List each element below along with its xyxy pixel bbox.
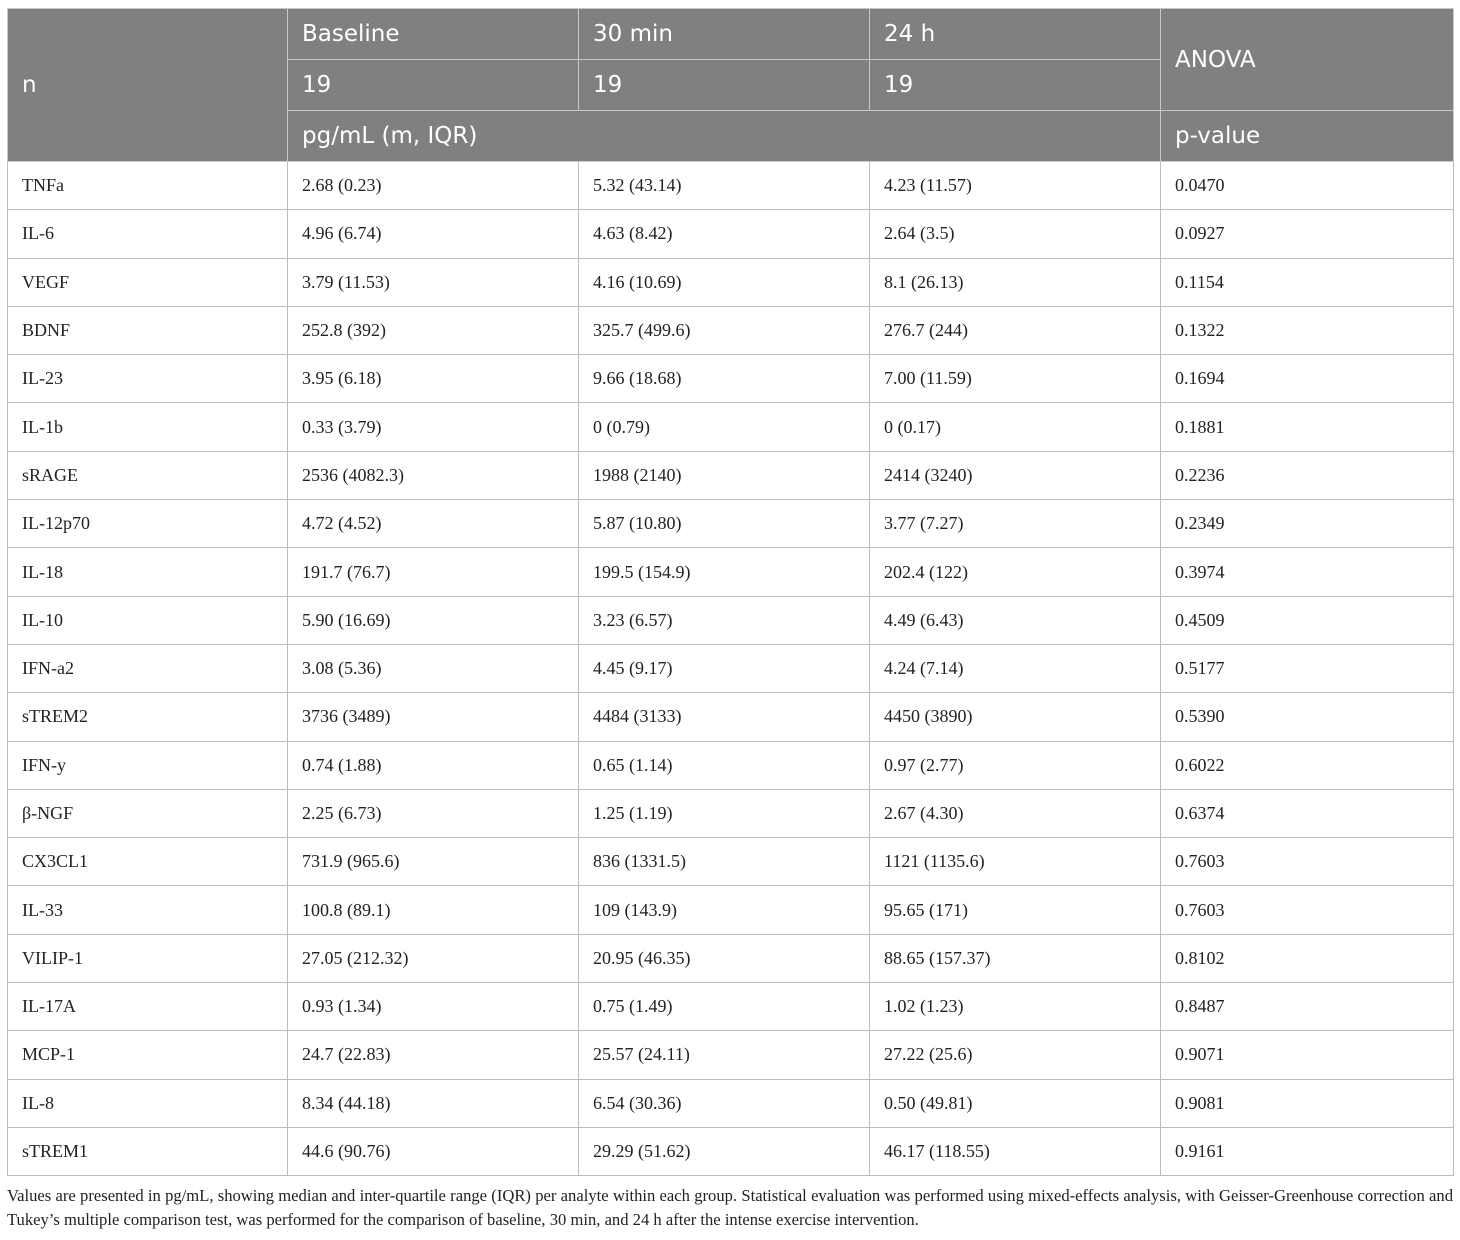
cell-pvalue: 0.2349 — [1161, 500, 1454, 548]
cell-analyte: TNFa — [8, 162, 288, 210]
cell-30min: 1.25 (1.19) — [579, 789, 870, 837]
cell-24h: 202.4 (122) — [870, 548, 1161, 596]
cell-24h: 0 (0.17) — [870, 403, 1161, 451]
cell-analyte: IL-18 — [8, 548, 288, 596]
cell-pvalue: 0.7603 — [1161, 886, 1454, 934]
cell-30min: 0.75 (1.49) — [579, 983, 870, 1031]
cell-analyte: MCP-1 — [8, 1031, 288, 1079]
cell-pvalue: 0.1154 — [1161, 258, 1454, 306]
cell-pvalue: 0.8102 — [1161, 934, 1454, 982]
header-pvalue: p-value — [1161, 111, 1454, 162]
header-anova: ANOVA — [1161, 9, 1454, 111]
cell-24h: 1121 (1135.6) — [870, 838, 1161, 886]
cell-30min: 0 (0.79) — [579, 403, 870, 451]
cell-24h: 0.97 (2.77) — [870, 741, 1161, 789]
cell-pvalue: 0.9161 — [1161, 1127, 1454, 1175]
cell-30min: 1988 (2140) — [579, 451, 870, 499]
cell-pvalue: 0.0470 — [1161, 162, 1454, 210]
cell-analyte: IFN-a2 — [8, 644, 288, 692]
cell-baseline: 100.8 (89.1) — [288, 886, 579, 934]
cell-24h: 7.00 (11.59) — [870, 355, 1161, 403]
cell-baseline: 2536 (4082.3) — [288, 451, 579, 499]
table-header — [8, 9, 1454, 162]
cell-analyte: IL-33 — [8, 886, 288, 934]
cell-30min: 325.7 (499.6) — [579, 306, 870, 354]
cell-baseline: 191.7 (76.7) — [288, 548, 579, 596]
cell-baseline: 27.05 (212.32) — [288, 934, 579, 982]
table-row — [8, 210, 1454, 258]
cell-24h: 27.22 (25.6) — [870, 1031, 1161, 1079]
cell-baseline: 3.95 (6.18) — [288, 355, 579, 403]
cell-30min: 6.54 (30.36) — [579, 1079, 870, 1127]
cell-24h: 4.24 (7.14) — [870, 644, 1161, 692]
cell-30min: 4.45 (9.17) — [579, 644, 870, 692]
table-footnote: Values are presented in pg/mL, showing median and inter-quartile range (IQR) per analyte within each group. Statistical evaluation was performed using mixed-effects analysis, with Geisser-Greenhouse correction and Tukey’s multiple comparison test, was performed for the comparison of baseline, 30 min, and 24 h after the intense exercise intervention. — [7, 1186, 1453, 1229]
cell-pvalue: 0.9071 — [1161, 1031, 1454, 1079]
table-row — [8, 693, 1454, 741]
table-row — [8, 644, 1454, 692]
cell-analyte: IL-17A — [8, 983, 288, 1031]
table-row — [8, 258, 1454, 306]
table-row — [8, 355, 1454, 403]
cell-baseline: 4.72 (4.52) — [288, 500, 579, 548]
cell-24h: 4.49 (6.43) — [870, 596, 1161, 644]
cell-pvalue: 0.5177 — [1161, 644, 1454, 692]
cell-24h: 4.23 (11.57) — [870, 162, 1161, 210]
table-row — [8, 596, 1454, 644]
cell-analyte: IL-12p70 — [8, 500, 288, 548]
cell-24h: 8.1 (26.13) — [870, 258, 1161, 306]
cell-30min: 0.65 (1.14) — [579, 741, 870, 789]
cell-analyte: IL-8 — [8, 1079, 288, 1127]
cell-30min: 3.23 (6.57) — [579, 596, 870, 644]
cell-pvalue: 0.6022 — [1161, 741, 1454, 789]
table-row — [8, 306, 1454, 354]
cell-pvalue: 0.1322 — [1161, 306, 1454, 354]
header-count-baseline: 19 — [288, 60, 579, 111]
cell-pvalue: 0.4509 — [1161, 596, 1454, 644]
cell-analyte: BDNF — [8, 306, 288, 354]
cell-baseline: 24.7 (22.83) — [288, 1031, 579, 1079]
header-group-30min: 30 min — [579, 9, 870, 60]
cell-analyte: IL-1b — [8, 403, 288, 451]
cell-24h: 3.77 (7.27) — [870, 500, 1161, 548]
cell-pvalue: 0.7603 — [1161, 838, 1454, 886]
table-body — [8, 162, 1454, 1176]
cell-24h: 1.02 (1.23) — [870, 983, 1161, 1031]
cell-baseline: 252.8 (392) — [288, 306, 579, 354]
table-row — [8, 548, 1454, 596]
cell-24h: 4450 (3890) — [870, 693, 1161, 741]
cell-pvalue: 0.8487 — [1161, 983, 1454, 1031]
table-row — [8, 741, 1454, 789]
cell-pvalue: 0.9081 — [1161, 1079, 1454, 1127]
cell-30min: 199.5 (154.9) — [579, 548, 870, 596]
header-group-24h: 24 h — [870, 9, 1161, 60]
cell-30min: 25.57 (24.11) — [579, 1031, 870, 1079]
cell-24h: 2414 (3240) — [870, 451, 1161, 499]
cell-30min: 9.66 (18.68) — [579, 355, 870, 403]
cell-pvalue: 0.3974 — [1161, 548, 1454, 596]
results-table — [7, 8, 1454, 1176]
cell-30min: 4.63 (8.42) — [579, 210, 870, 258]
cell-24h: 2.67 (4.30) — [870, 789, 1161, 837]
cell-pvalue: 0.1881 — [1161, 403, 1454, 451]
cell-analyte: VEGF — [8, 258, 288, 306]
cell-24h: 276.7 (244) — [870, 306, 1161, 354]
cell-30min: 4484 (3133) — [579, 693, 870, 741]
cell-analyte: CX3CL1 — [8, 838, 288, 886]
cell-24h: 46.17 (118.55) — [870, 1127, 1161, 1175]
cell-baseline: 2.68 (0.23) — [288, 162, 579, 210]
cell-analyte: sTREM1 — [8, 1127, 288, 1175]
cell-30min: 5.87 (10.80) — [579, 500, 870, 548]
header-row-groups — [8, 9, 1454, 60]
cell-24h: 95.65 (171) — [870, 886, 1161, 934]
cell-24h: 88.65 (157.37) — [870, 934, 1161, 982]
table-row — [8, 403, 1454, 451]
cell-30min: 29.29 (51.62) — [579, 1127, 870, 1175]
cell-baseline: 0.74 (1.88) — [288, 741, 579, 789]
cell-30min: 109 (143.9) — [579, 886, 870, 934]
cell-30min: 20.95 (46.35) — [579, 934, 870, 982]
cell-analyte: IL-23 — [8, 355, 288, 403]
cell-30min: 5.32 (43.14) — [579, 162, 870, 210]
cell-24h: 0.50 (49.81) — [870, 1079, 1161, 1127]
cell-baseline: 2.25 (6.73) — [288, 789, 579, 837]
cell-pvalue: 0.0927 — [1161, 210, 1454, 258]
table-row — [8, 162, 1454, 210]
cell-pvalue: 0.6374 — [1161, 789, 1454, 837]
table-row — [8, 451, 1454, 499]
cell-24h: 2.64 (3.5) — [870, 210, 1161, 258]
table-row — [8, 983, 1454, 1031]
table-row — [8, 886, 1454, 934]
cell-baseline: 8.34 (44.18) — [288, 1079, 579, 1127]
cell-pvalue: 0.2236 — [1161, 451, 1454, 499]
cell-30min: 836 (1331.5) — [579, 838, 870, 886]
cell-analyte: VILIP-1 — [8, 934, 288, 982]
table-row — [8, 1031, 1454, 1079]
cell-baseline: 3.79 (11.53) — [288, 258, 579, 306]
cell-baseline: 0.33 (3.79) — [288, 403, 579, 451]
cell-analyte: sRAGE — [8, 451, 288, 499]
table-row — [8, 934, 1454, 982]
cell-baseline: 4.96 (6.74) — [288, 210, 579, 258]
header-units: pg/mL (m, IQR) — [288, 111, 1161, 162]
cell-baseline: 731.9 (965.6) — [288, 838, 579, 886]
cell-analyte: IFN-y — [8, 741, 288, 789]
cell-analyte: IL-10 — [8, 596, 288, 644]
cell-pvalue: 0.1694 — [1161, 355, 1454, 403]
cell-analyte: sTREM2 — [8, 693, 288, 741]
table-row — [8, 1127, 1454, 1175]
cell-baseline: 44.6 (90.76) — [288, 1127, 579, 1175]
cell-baseline: 0.93 (1.34) — [288, 983, 579, 1031]
table-row — [8, 789, 1454, 837]
table-row — [8, 1079, 1454, 1127]
header-count-24h: 19 — [870, 60, 1161, 111]
cell-baseline: 3.08 (5.36) — [288, 644, 579, 692]
cell-baseline: 5.90 (16.69) — [288, 596, 579, 644]
cell-analyte: IL-6 — [8, 210, 288, 258]
cell-pvalue: 0.5390 — [1161, 693, 1454, 741]
cell-baseline: 3736 (3489) — [288, 693, 579, 741]
cell-analyte: β-NGF — [8, 789, 288, 837]
header-group-baseline: Baseline — [288, 9, 579, 60]
table-row — [8, 500, 1454, 548]
header-row-label: n — [8, 9, 288, 162]
table-row — [8, 838, 1454, 886]
table-container — [7, 8, 1453, 1176]
header-count-30min: 19 — [579, 60, 870, 111]
cell-30min: 4.16 (10.69) — [579, 258, 870, 306]
